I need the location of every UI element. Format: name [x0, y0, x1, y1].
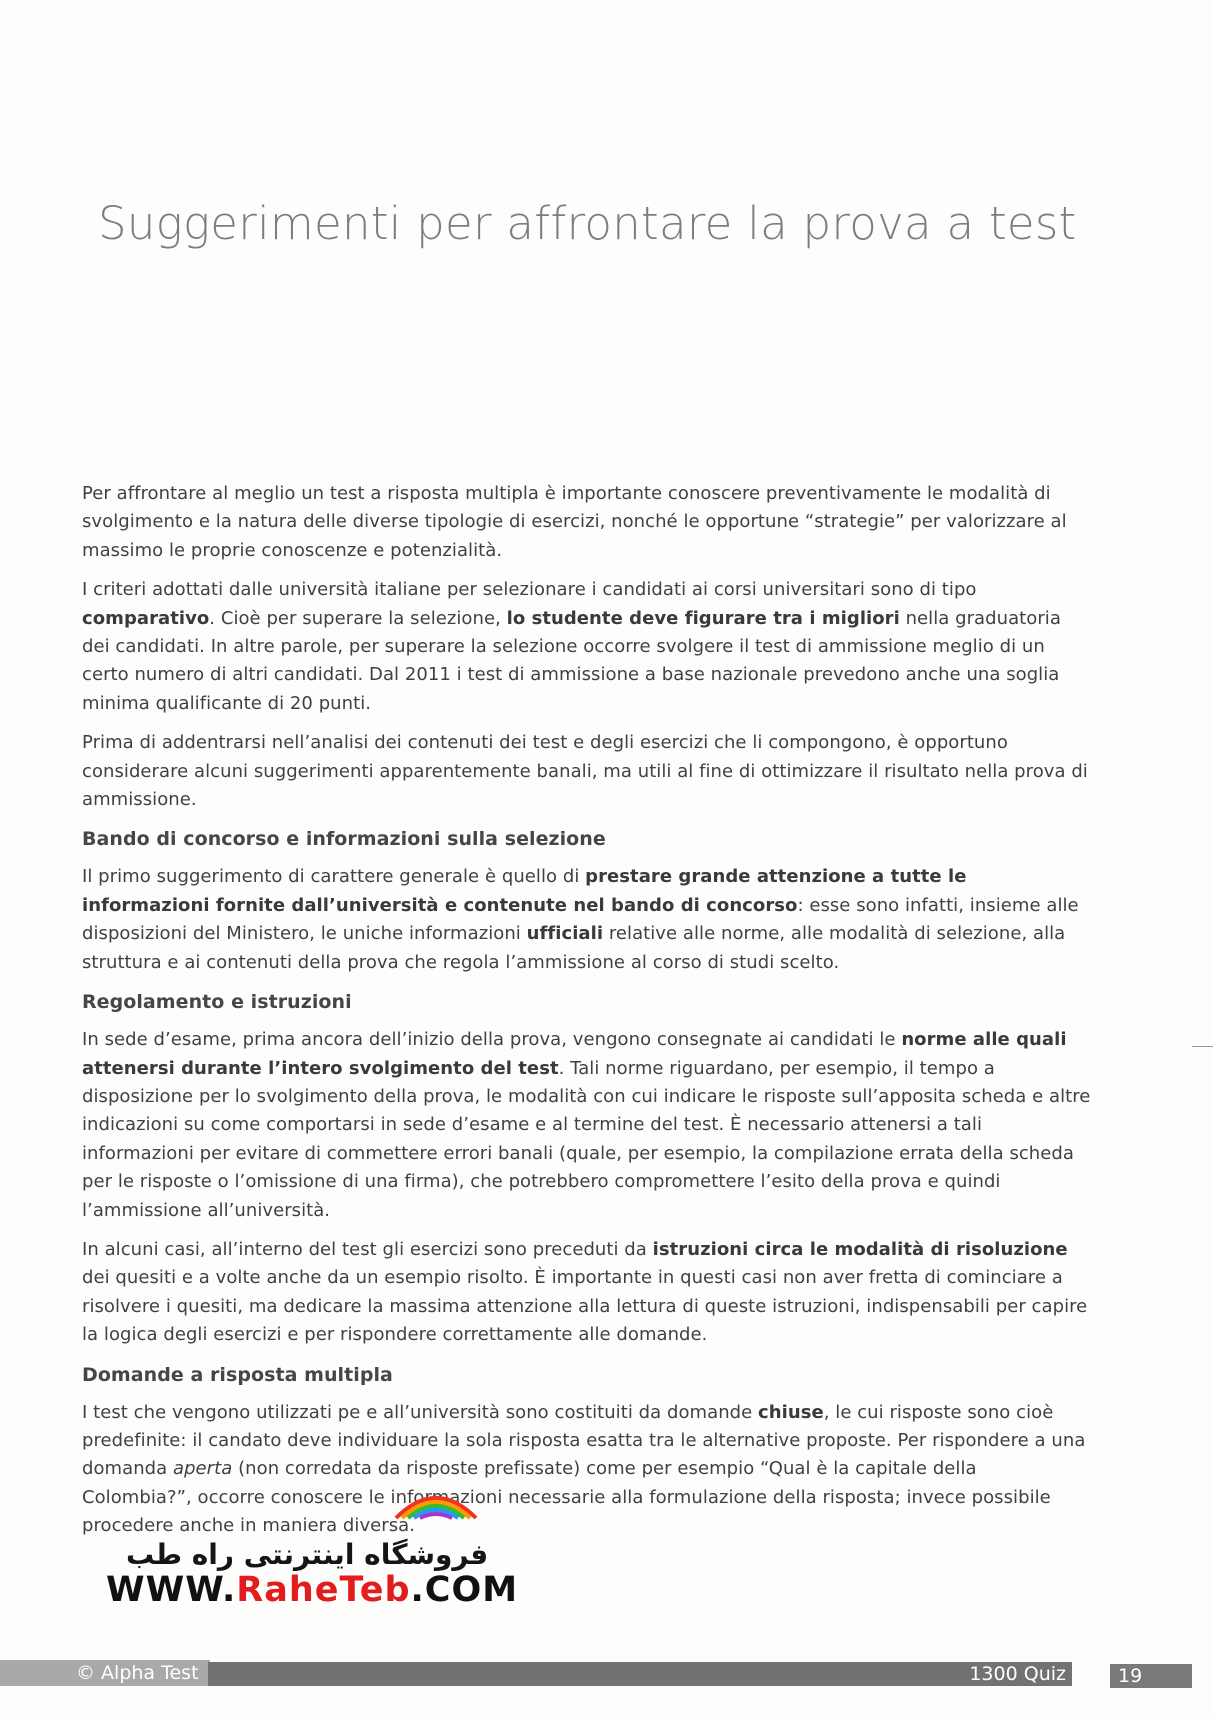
heading-bando: Bando di concorso e informazioni sulla selezione [82, 828, 606, 851]
footer-book-title: 1300 Quiz [969, 1663, 1066, 1685]
page-title: Suggerimenti per affrontare la prova a test [98, 197, 1077, 250]
paragraph-intro: Per affrontare al meglio un test a risposta multipla è importante conoscere preventivamente le modalità di svolgimento e la natura delle diverse tipologie di esercizi, nonché le opportune “strategie” per valorizzare al massimo le proprie conoscenze e potenzialità. [82, 483, 1067, 561]
footer-page-box [1110, 1664, 1192, 1688]
book-icon [376, 1458, 496, 1538]
paragraph-istruzioni: In alcuni casi, all’interno del test gli esercizi sono preceduti da istruzioni circa le modalità di risoluzione dei quesiti e a volte anche da un esempio risolto. È importante in questi casi non aver fretta di cominciare a risolvere i quesiti, ma dedicare la massima attenzione alla lettura di queste istruzioni, indispensabili per capire la logica degli esercizi e per rispondere correttamente alle domande. [82, 1238, 1088, 1346]
paragraph-criteria: I criteri adottati dalle università italiane per selezionare i candidati ai corsi universitari sono di tipo comparativo. Cioè per superare la selezione, lo studente deve figurare tra i migliori nella graduatoria dei candidati. In altre parole, per superare la selezione occorre svolgere il test di ammissione meglio di un certo numero di altri candidati. Dal 2011 i test di ammissione a base nazionale prevedono anche una soglia minima qualificante di 20 punti. [82, 579, 1061, 714]
paragraph-regolamento: In sede d’esame, prima ancora dell’inizio della prova, vengono consegnate ai candidati le norme alle quali attenersi durante l’intero svolgimento del test. Tali norme riguardano, per esempio, il tempo a disposizione per lo svolgimento della prova, le modalità con cui indicare le risposte sull’apposita scheda e altre indicazioni su come comportarsi in sede d’esame e al termine del test. È necessario attenersi a tali informazioni per evitare di commettere errori banali (quale, per esempio, la compilazione errata della scheda per le risposte o l’omissione di una firma), che potrebbero compromettere l’esito della prova e quindi l’ammissione all’università. [82, 1029, 1091, 1221]
page-edge-mark [1192, 1046, 1213, 1047]
paragraph-suggestions: Prima di addentrarsi nell’analisi dei contenuti dei test e degli esercizi che li compongono, è opportuno considerare alcuni suggerimenti apparentemente banali, ma utili al fine di ottimizzare il risultato nella prova di ammissione. [82, 732, 1088, 811]
heading-regolamento: Regolamento e istruzioni [82, 991, 352, 1014]
paragraph-domande: I test che vengono utilizzati pe e all’università sono costituiti da domande chiuse, le cui risposte sono cioè predefinite: il candato deve individuare la sola risposta esatta tra le alternative proposte. Per rispondere a una domanda aperta (non corredata da risposte prefissate) come per esempio “Qual è la capitale della Colombia?”, occorre conoscere le informazioni necessarie alla formulazione della risposta; invece possibile procedere anche in maniera diversa. [82, 1401, 1086, 1537]
footer-publisher-bar [0, 1660, 210, 1686]
paragraph-bando: Il primo suggerimento di carattere generale è quello di prestare grande attenzione a tutte le informazioni fornite dall’università e contenute nel bando di concorso: esse sono infatti, insieme alle disposizioni del Ministero, le uniche informazioni ufficiali relative alle norme, alle modalità di selezione, alla struttura e ai contenuti della prova che regola l’ammissione al corso di studi scelto. [82, 866, 1079, 973]
page-number: 19 [1118, 1665, 1143, 1687]
heading-domande: Domande a risposta multipla [82, 1363, 393, 1386]
footer-publisher: © Alpha Test [76, 1662, 199, 1684]
body-text [82, 480, 1092, 1552]
watermark-logo [96, 1458, 546, 1618]
footer-title-bar [208, 1662, 1072, 1686]
watermark-url: WWW.RaheTeb.COM [106, 1570, 519, 1610]
watermark-arabic: فروشگاه اینترنتی راه طب [126, 1538, 489, 1571]
